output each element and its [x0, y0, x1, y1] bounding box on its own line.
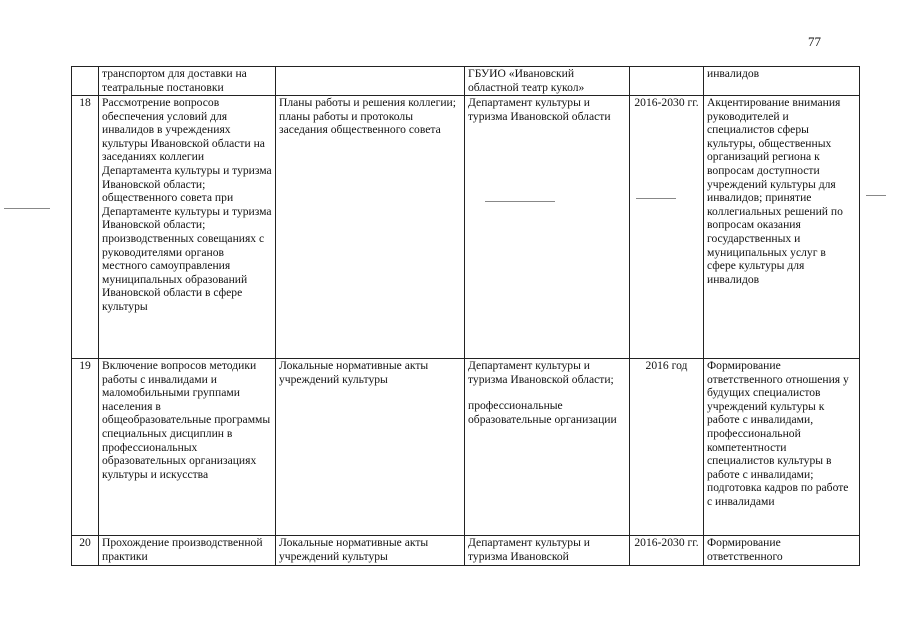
executors-cell [465, 67, 630, 96]
row-number [72, 67, 99, 96]
executor-text: Департамент культуры и туризма Ивановской [468, 536, 590, 563]
period-cell: 2016 год [630, 359, 704, 536]
scan-artifact-line [485, 201, 555, 202]
table-row [72, 96, 860, 359]
documents-cell: Локальные нормативные акты учреждений культуры [276, 536, 465, 566]
executor-text: Департамент культуры и туризма Ивановской области [468, 96, 611, 123]
period-cell: 2016-2030 гг. [630, 96, 704, 359]
measure-cell: Прохождение производственной практики [99, 536, 276, 566]
period-cell [630, 67, 704, 96]
table-row [72, 67, 860, 96]
executors-cell [465, 536, 630, 566]
executor-text: профессиональные образовательные организации [468, 399, 617, 426]
measures-table [71, 66, 860, 566]
row-number: 20 [72, 536, 99, 566]
page-number: 77 [808, 34, 821, 49]
result-cell: Акцентирование внимания руководителей и специалистов сферы культуры, общественных организаций региона к вопросам доступности учреждений культуры для инвалидов; принятие коллегиальных решений по вопросам оказания государственных и муниципальных услуг в сфере культуры для инвалидов [704, 96, 860, 359]
executor-text: ГБУИО «Ивановский областной театр кукол» [468, 67, 585, 94]
row-number: 18 [72, 96, 99, 359]
scan-artifact-line [4, 208, 50, 209]
scan-artifact-line [866, 195, 886, 196]
table-row [72, 359, 860, 536]
measure-cell: Рассмотрение вопросов обеспечения условий для инвалидов в учреждениях культуры Ивановской области на заседаниях коллегии Департамента культуры и туризма Ивановской области; общественного совета при Департаменте культуры и туризма Ивановской области; производственных совещаниях с руководителями органов местного самоуправления муниципальных образований Ивановской области в сфере культуры [99, 96, 276, 359]
documents-cell: Локальные нормативные акты учреждений культуры [276, 359, 465, 536]
executors-cell [465, 96, 630, 359]
period-cell: 2016-2030 гг. [630, 536, 704, 566]
measure-cell: транспортом для доставки на театральные постановки [99, 67, 276, 96]
documents-cell: Планы работы и решения коллегии; планы работы и протоколы заседания общественного совета [276, 96, 465, 359]
result-cell: Формирование ответственного отношения у будущих специалистов учреждений культуры к работе с инвалидами, профессиональной компетентности специалистов культуры в работе с инвалидами; подготовка кадров по работе с инвалидами [704, 359, 860, 536]
executors-cell [465, 359, 630, 536]
documents-cell [276, 67, 465, 96]
scan-artifact-line [636, 198, 676, 199]
result-cell: Формирование ответственного [704, 536, 860, 566]
row-number: 19 [72, 359, 99, 536]
result-cell: инвалидов [704, 67, 860, 96]
table-row [72, 536, 860, 566]
measure-cell: Включение вопросов методики работы с инвалидами и маломобильными группами населения в общеобразовательные программы специальных дисциплин в профессиональных образовательных организациях культуры и искусства [99, 359, 276, 536]
executor-text: Департамент культуры и туризма Ивановской области; [468, 359, 614, 386]
